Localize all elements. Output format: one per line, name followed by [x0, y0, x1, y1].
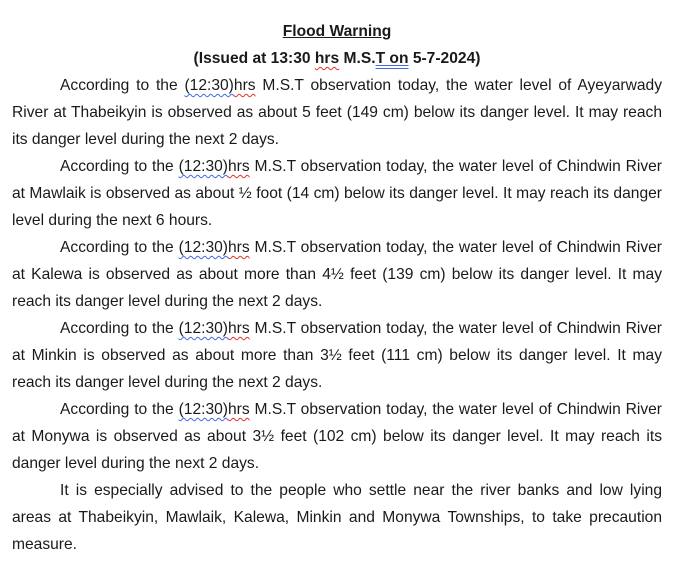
- observation-time: (12:30): [178, 239, 228, 256]
- issued-close: 5-7-2024): [408, 50, 481, 67]
- issued-open: (Issued at 13:30: [193, 50, 315, 67]
- paragraph-body: M.S.T observation today, the water level of Chindwin River at Kalewa is observed as about more than 4½ feet (139 cm) below its danger level. It may reach its danger level during the next 2 days.: [12, 239, 662, 310]
- issued-mid: M.S.: [339, 50, 376, 67]
- paragraph-lead: According to the: [60, 239, 179, 256]
- paragraph-lead: According to the: [60, 158, 179, 175]
- hrs-word: hrs: [228, 239, 250, 256]
- observation-paragraph-kalewa: [12, 234, 662, 315]
- document-title: Flood Warning: [282, 23, 392, 40]
- observation-time: (12:30): [184, 77, 234, 94]
- paragraph-lead: According to the: [60, 77, 185, 94]
- observation-paragraph-mawlaik: [12, 153, 662, 234]
- paragraph-body: M.S.T observation today, the water level of Ayeyarwady River at Thabeikyin is observed as about 5 feet (149 cm) below its danger level. It may reach its danger level during the next 2 days.: [12, 77, 662, 148]
- paragraph-body: M.S.T observation today, the water level of Chindwin River at Minkin is observed as about more than 3½ feet (111 cm) below its danger level. It may reach its danger level during the next 2 days.: [12, 320, 662, 391]
- issued-t-on: T on: [375, 50, 409, 67]
- paragraph-lead: According to the: [60, 320, 179, 337]
- paragraph-body: M.S.T observation today, the water level of Chindwin River at Mawlaik is observed as about ½ foot (14 cm) below its danger level. It may reach its danger level during the next 6 hours.: [12, 158, 662, 229]
- hrs-word: hrs: [233, 77, 256, 94]
- issued-line: [12, 45, 662, 72]
- observation-time: (12:30): [178, 320, 228, 337]
- observation-paragraph-minkin: [12, 315, 662, 396]
- flood-warning-document: [12, 18, 662, 558]
- issued-hrs: hrs: [314, 50, 340, 67]
- hrs-word: hrs: [228, 320, 250, 337]
- observation-paragraph-monywa: [12, 396, 662, 477]
- paragraph-body: M.S.T observation today, the water level of Chindwin River at Monywa is observed as about 3½ feet (102 cm) below its danger level. It may reach its danger level during the next 2 days.: [12, 401, 662, 472]
- advisory-paragraph: It is especially advised to the people who settle near the river banks and low lying areas at Thabeikyin, Mawlaik, Kalewa, Minkin and Monywa Townships, to take precaution measure.: [12, 482, 662, 553]
- hrs-word: hrs: [228, 401, 250, 418]
- observation-time: (12:30): [178, 401, 228, 418]
- observation-time: (12:30): [178, 158, 228, 175]
- paragraph-lead: According to the: [60, 401, 179, 418]
- observation-paragraph-thabeikyin: [12, 72, 662, 153]
- hrs-word: hrs: [228, 158, 250, 175]
